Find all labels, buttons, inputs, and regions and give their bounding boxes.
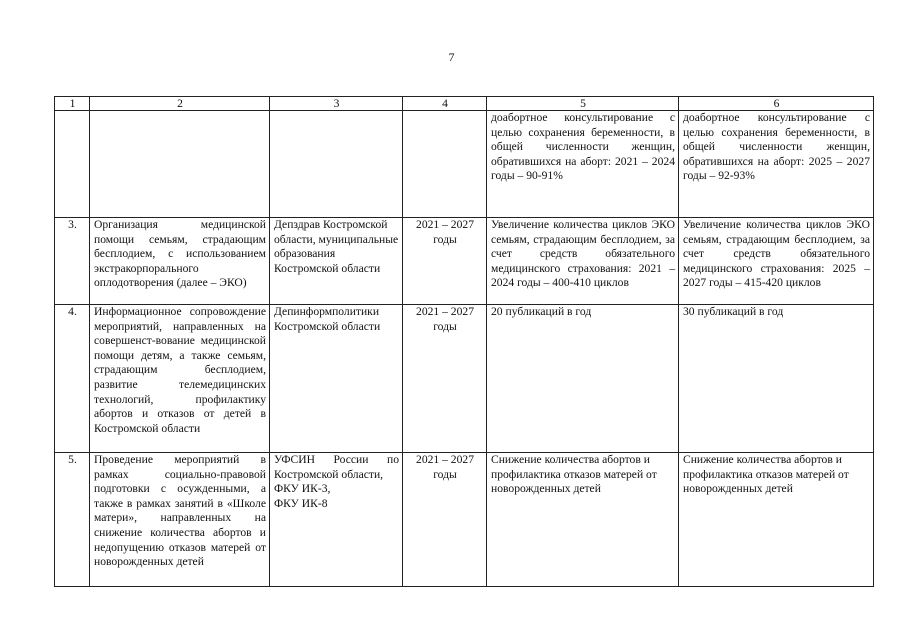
executor-cell (270, 111, 403, 218)
table-header-row (55, 97, 874, 111)
target-2021-2024-cell: Снижение количества абортов и профилактика отказов матерей от новорожденных детей (487, 453, 679, 587)
event-cell: Организация медицинской помощи семьям, страдающим бесплодием, с использованием экстракорпорального оплодотворения (далее – ЭКО) (90, 218, 270, 305)
event-cell (90, 111, 270, 218)
row-number: 3. (55, 218, 90, 305)
executor-cell: Депздрав Костромской области, муниципальные образования Костромской области (270, 218, 403, 305)
executor-line: ФКУ ИК-8 (274, 496, 328, 510)
table-row (55, 218, 874, 305)
target-2021-2024-cell: 20 публикаций в год (487, 305, 679, 453)
target-2021-2024-cell: Увеличение количества циклов ЭКО семьям, страдающим бесплодием, за счет средств обязательного медицинского страхования: 2021 – 2024 годы – 400-410 циклов (487, 218, 679, 305)
header-col-2: 2 (90, 97, 270, 111)
row-number: 5. (55, 453, 90, 587)
measures-table (54, 96, 874, 587)
header-col-6: 6 (679, 97, 874, 111)
executor-line: УФСИН России по Костромской области, (274, 453, 399, 481)
target-2025-2027-cell: Снижение количества абортов и профилактика отказов матерей от новорожденных детей (679, 453, 874, 587)
row-number: 4. (55, 305, 90, 453)
header-col-5: 5 (487, 97, 679, 111)
target-2025-2027-cell: Увеличение количества циклов ЭКО семьям, страдающим бесплодием, за счет средств обязательного медицинского страхования: 2025 – 2027 годы – 415-420 циклов (679, 218, 874, 305)
executor-cell (270, 453, 403, 587)
target-2025-2027-cell: доабортное консультирование с целью сохранения беременности, в общей численности женщин, обратившихся на аборт: 2025 – 2027 годы – 92-93% (679, 111, 874, 218)
table-row (55, 111, 874, 218)
header-col-4: 4 (403, 97, 487, 111)
row-number (55, 111, 90, 218)
target-2025-2027-cell: 30 публикаций в год (679, 305, 874, 453)
period-cell: 2021 – 2027 годы (403, 453, 487, 587)
period-cell: 2021 – 2027 годы (403, 218, 487, 305)
event-cell: Проведение мероприятий в рамках социально-правовой подготовки с осужденными, а также в рамках занятий в «Школе матери», направленных на снижение количества абортов и недопущению отказов матерей от новорожденных детей (90, 453, 270, 587)
header-col-1: 1 (55, 97, 90, 111)
period-cell: 2021 – 2027 годы (403, 305, 487, 453)
event-cell: Информационное сопровождение мероприятий, направленных на совершенст-вование медицинской помощи детям, а также семьям, страдающим бесплодием, развитие телемедицинских технологий, профилактику абортов и отказов от детей в Костромской области (90, 305, 270, 453)
table-row (55, 453, 874, 587)
header-col-3: 3 (270, 97, 403, 111)
period-cell (403, 111, 487, 218)
table-row (55, 305, 874, 453)
target-2021-2024-cell: доабортное консультирование с целью сохранения беременности, в общей численности женщин, обратившихся на аборт: 2021 – 2024 годы – 90-91% (487, 111, 679, 218)
page-number: 7 (448, 50, 455, 64)
executor-line: ФКУ ИК-3, (274, 482, 331, 496)
executor-cell: Депинформполитики Костромской области (270, 305, 403, 453)
